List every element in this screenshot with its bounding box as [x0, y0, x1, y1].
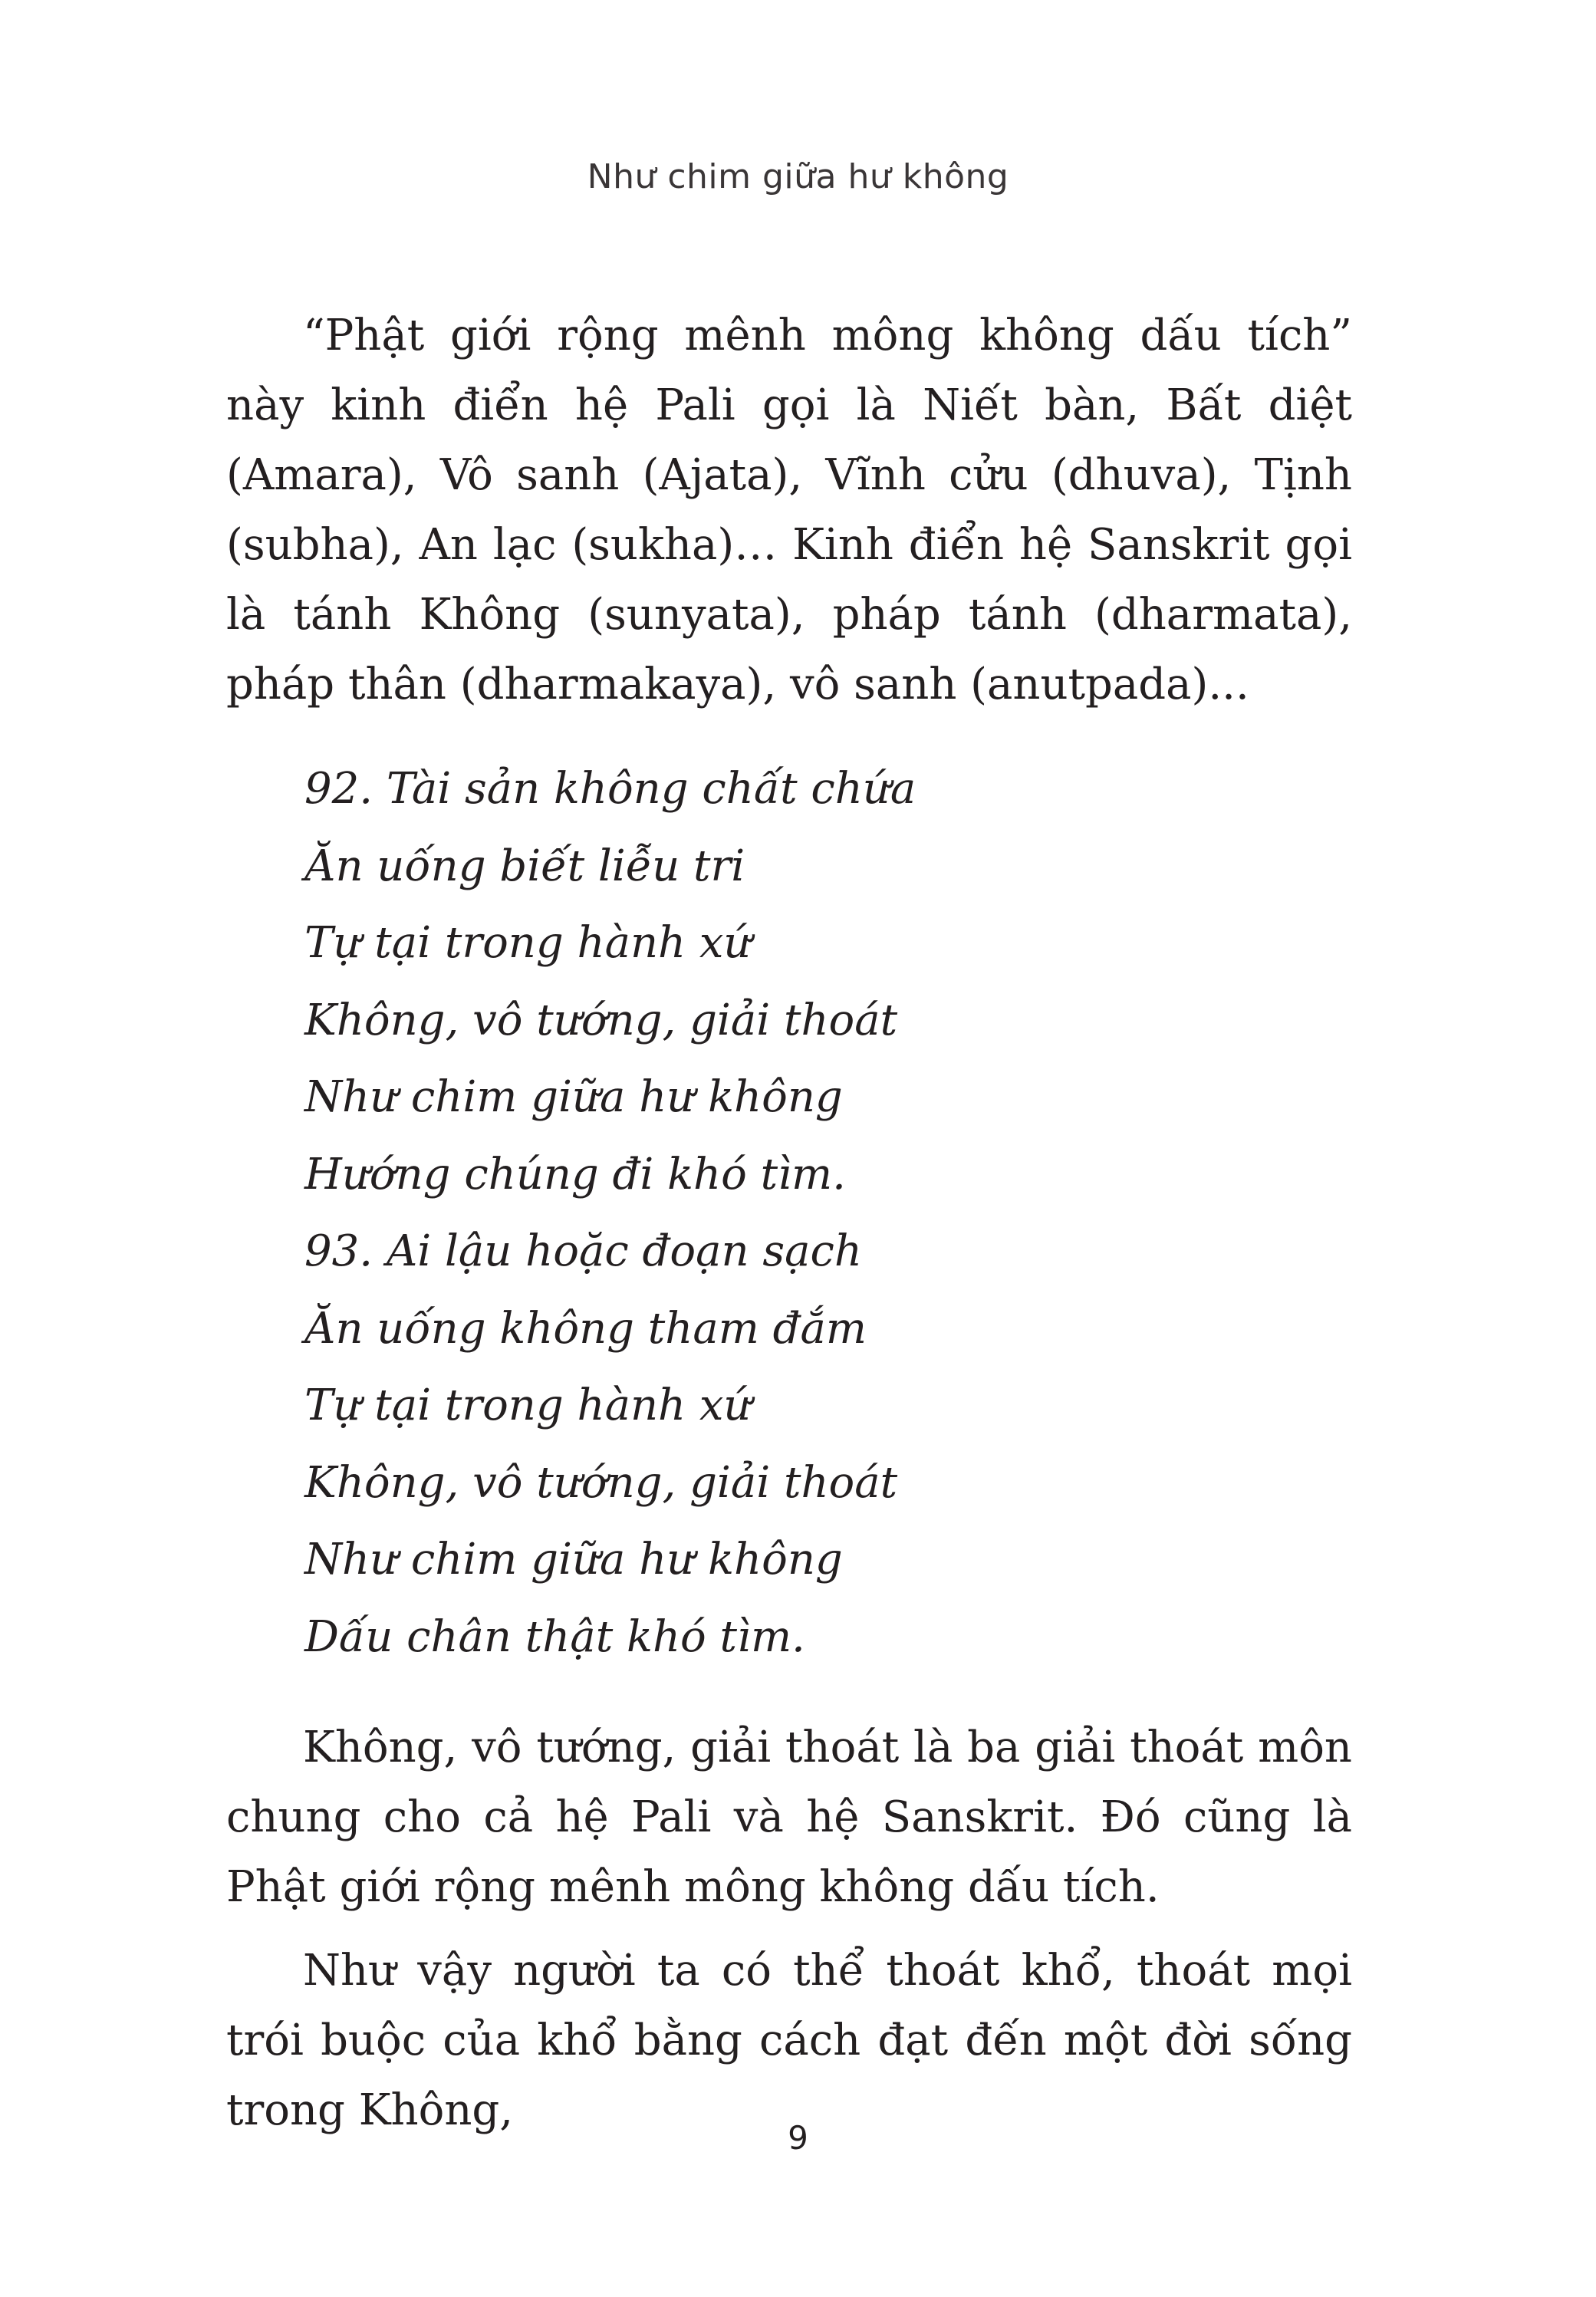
running-header: Như chim giữa hư không — [587, 157, 1009, 196]
verse-line: 92. Tài sản không chất chứa — [304, 764, 916, 814]
paragraph-2-text: Không, vô tướng, giải thoát là ba giải thoát môn chung cho cả hệ Pali và hệ Sanskrit. Đó cũng là Phật giới rộng mênh mông không dấu tích. — [226, 1723, 1352, 1912]
verse-line: Không, vô tướng, giải thoát — [304, 995, 898, 1045]
body-paragraph-3 — [226, 1936, 1352, 2145]
verse-line: Ăn uống biết liễu tri — [304, 841, 745, 891]
body-paragraph-1 — [226, 301, 1352, 719]
verse-line: Dấu chân thật khó tìm. — [304, 1611, 805, 1662]
verse-line: Như chim giữa hư không — [304, 1072, 843, 1122]
verse-line: 93. Ai lậu hoặc đoạn sạch — [304, 1226, 862, 1276]
verse-line: Không, vô tướng, giải thoát — [304, 1457, 898, 1508]
verse-line: Hướng chúng đi khó tìm. — [304, 1149, 846, 1200]
verse-line: Như chim giữa hư không — [304, 1535, 843, 1585]
paragraph-3-text: Như vậy người ta có thể thoát khổ, thoát mọi trói buộc của khổ bằng cách đạt đến một đời sống trong Không, — [226, 1946, 1352, 2135]
verse-line: Ăn uống không tham đắm — [304, 1303, 867, 1354]
verse-line: Tự tại trong hành xứ — [304, 918, 752, 968]
body-paragraph-2 — [226, 1713, 1352, 1922]
verse-block — [304, 751, 916, 1676]
page-number: 9 — [788, 2119, 808, 2157]
paragraph-1-text: “Phật giới rộng mênh mông không dấu tích” này kinh điển hệ Pali gọi là Niết bàn, Bất diệt (Amara), Vô sanh (Ajata), Vĩnh cửu (dhuva), Tịnh (subha), An lạc (sukha)… Kinh điển hệ Sanskrit gọi là tánh Không (sunyata), pháp tánh (dharmata), pháp thân (dharmakaya), vô sanh (anutpada)... — [226, 311, 1352, 709]
verse-line: Tự tại trong hành xứ — [304, 1381, 752, 1430]
